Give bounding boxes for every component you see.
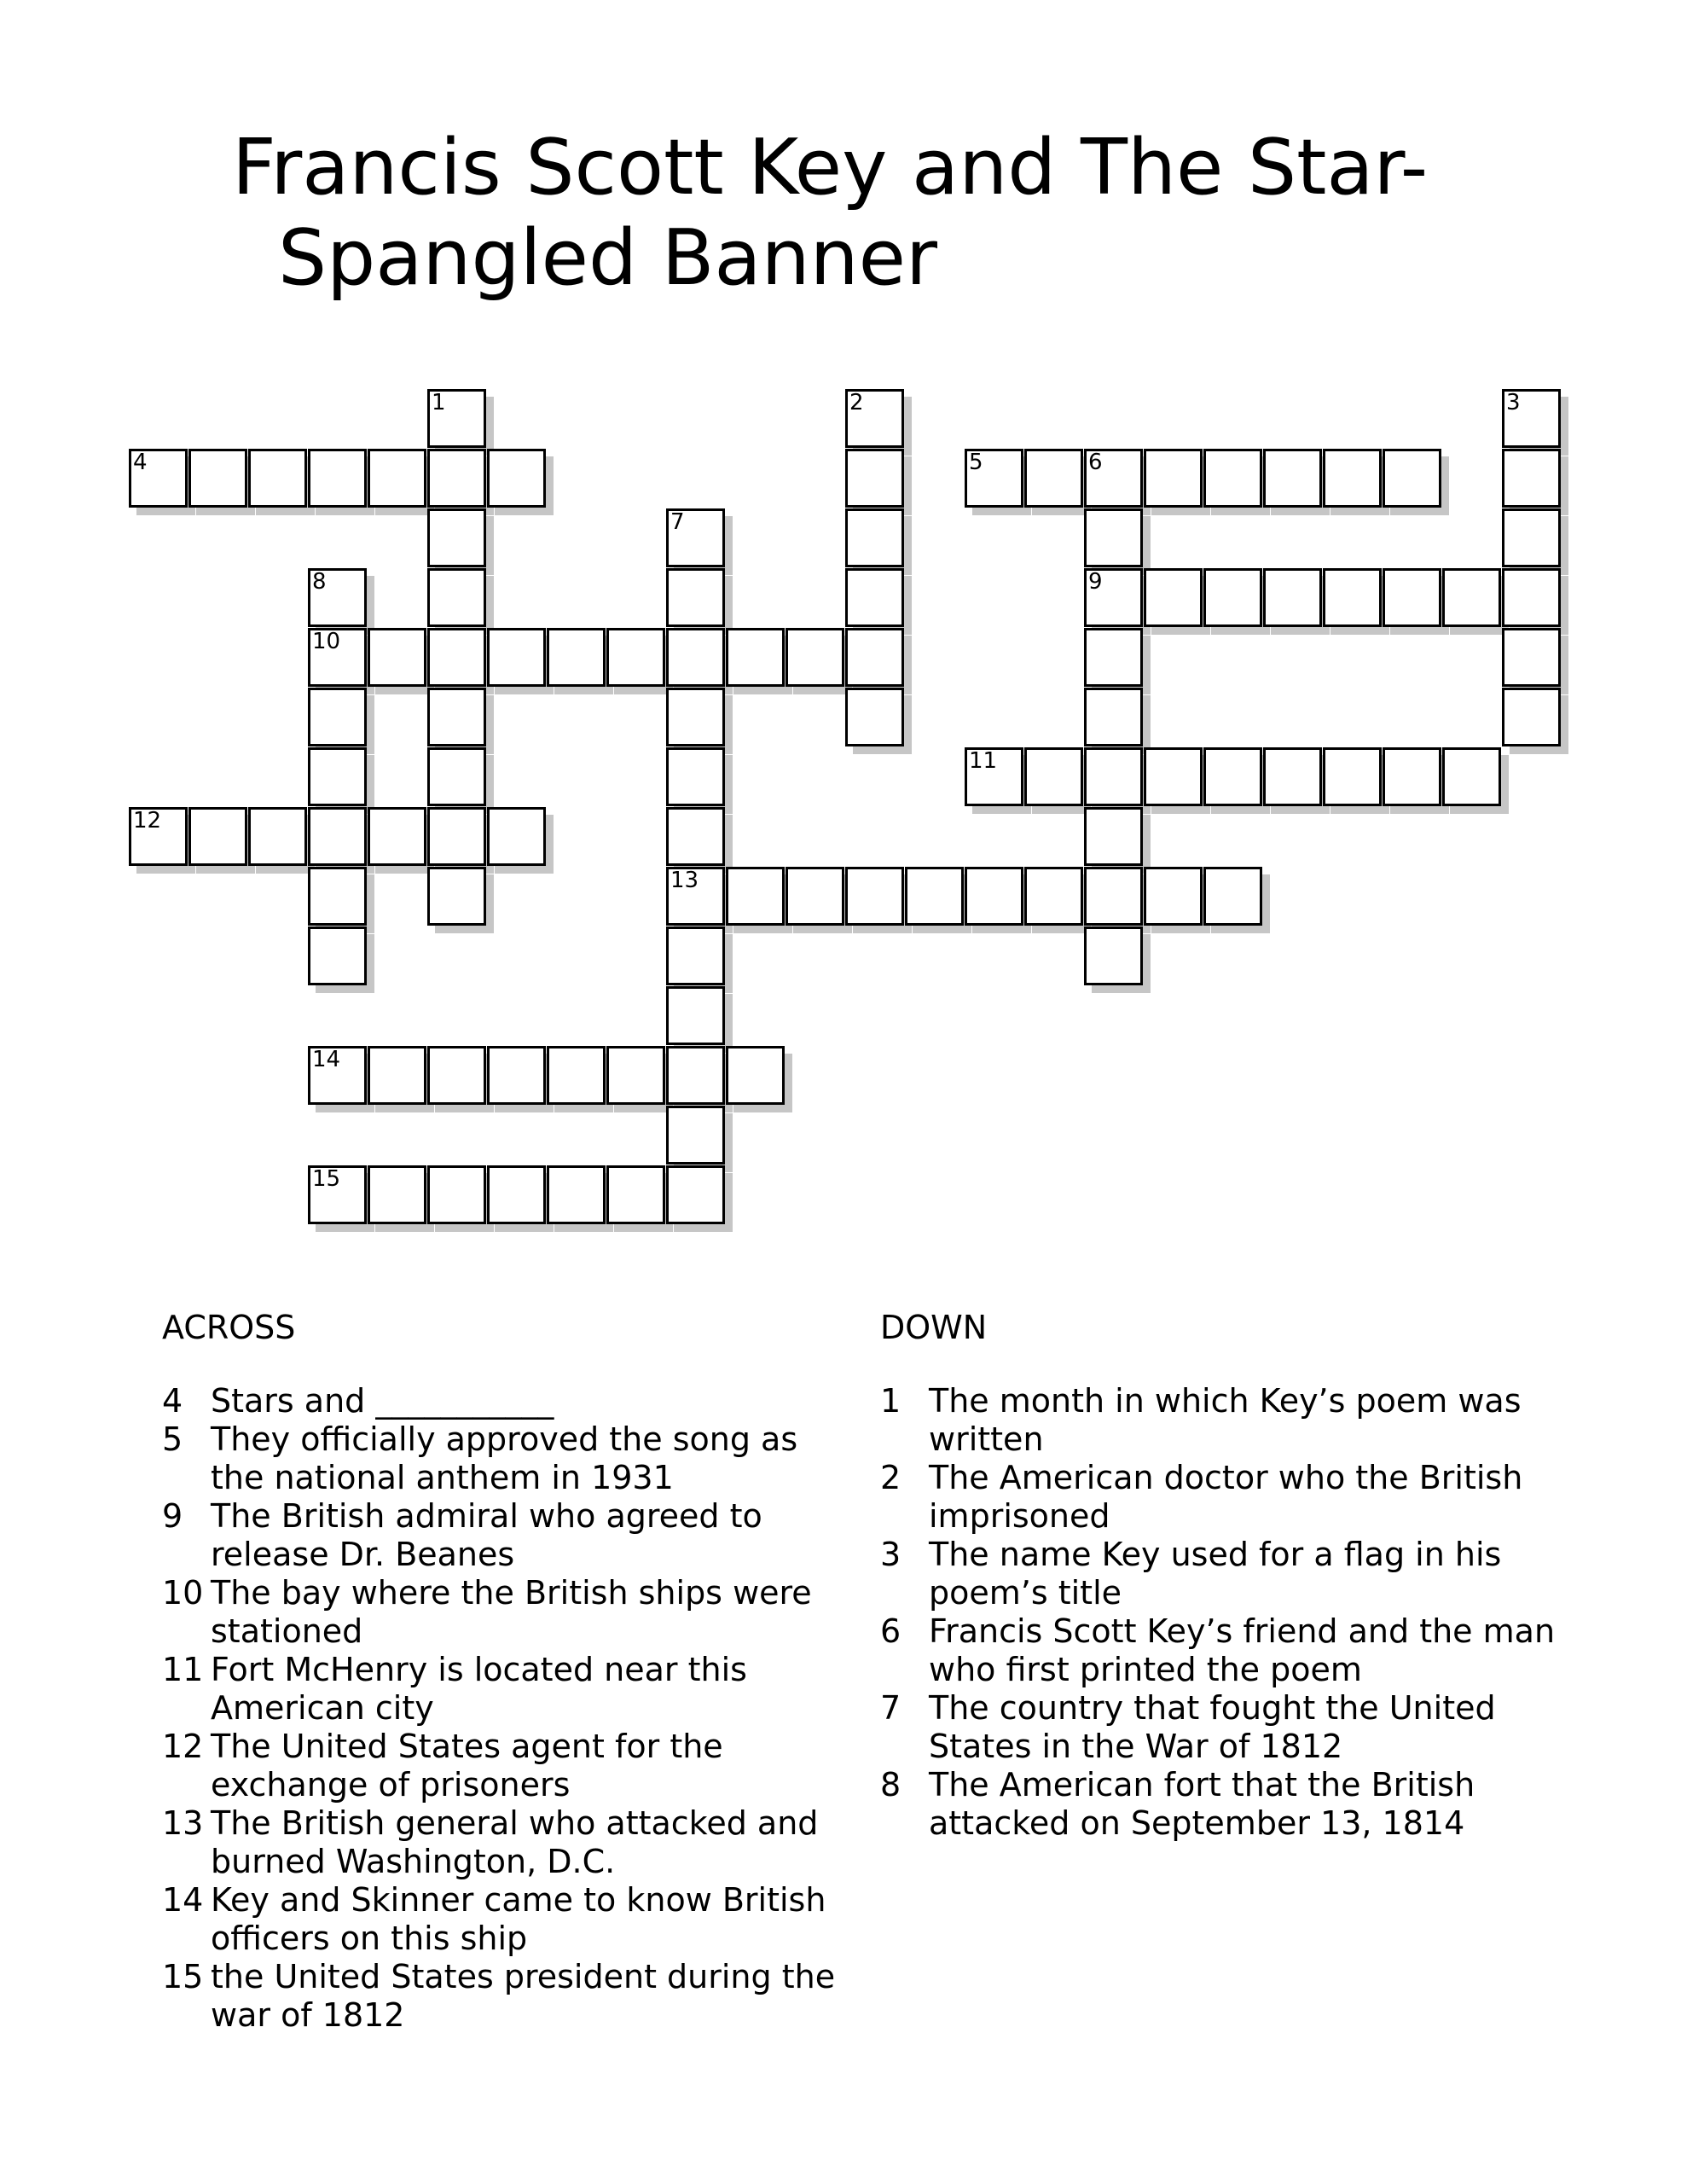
clue-text: They officially approved the song as the national anthem in 1931 bbox=[211, 1420, 798, 1496]
clue-number-label: 8 bbox=[312, 569, 327, 595]
across-clue-15 bbox=[162, 1958, 859, 2035]
grid-cell[interactable] bbox=[308, 926, 367, 985]
grid-cell[interactable] bbox=[666, 1046, 725, 1105]
across-clue-4 bbox=[162, 1382, 859, 1420]
grid-cell[interactable] bbox=[845, 508, 904, 567]
grid-cell[interactable] bbox=[1084, 747, 1143, 806]
clue-number-label: 5 bbox=[969, 450, 983, 475]
clue-text: The British admiral who agreed to release Dr. Beanes bbox=[211, 1497, 762, 1573]
grid-cell[interactable] bbox=[666, 747, 725, 806]
grid-cell[interactable] bbox=[666, 688, 725, 746]
clue-number-label: 9 bbox=[1088, 569, 1103, 595]
down-heading: DOWN bbox=[880, 1309, 988, 1346]
grid-cell[interactable] bbox=[427, 508, 486, 567]
grid-cell[interactable] bbox=[547, 628, 606, 687]
grid-cell[interactable] bbox=[427, 1046, 486, 1105]
grid-cell[interactable] bbox=[1442, 568, 1501, 627]
grid-cell[interactable] bbox=[666, 867, 725, 926]
grid-cell[interactable] bbox=[845, 688, 904, 746]
clue-number-label: 15 bbox=[312, 1166, 341, 1192]
grid-cell[interactable] bbox=[308, 747, 367, 806]
clue-text: Fort McHenry is located near this American city bbox=[211, 1651, 747, 1727]
clue-text: The American fort that the British attacked on September 13, 1814 bbox=[929, 1766, 1475, 1842]
across-clue-13 bbox=[162, 1804, 859, 1881]
grid-cell[interactable] bbox=[1263, 747, 1322, 806]
grid-cell[interactable] bbox=[368, 1165, 426, 1224]
grid-cell[interactable] bbox=[308, 449, 367, 508]
grid-cell[interactable] bbox=[308, 1046, 367, 1105]
clue-text: The country that fought the United States in the War of 1812 bbox=[929, 1689, 1496, 1765]
down-clue-7 bbox=[880, 1689, 1577, 1766]
clue-number-label: 2 bbox=[849, 390, 864, 415]
grid-cell[interactable] bbox=[726, 1046, 785, 1105]
grid-cell[interactable] bbox=[905, 867, 964, 926]
grid-cell[interactable] bbox=[427, 807, 486, 866]
clue-text: the United States president during the war of 1812 bbox=[211, 1958, 836, 2034]
grid-cell[interactable] bbox=[427, 449, 486, 508]
grid-cell[interactable] bbox=[487, 628, 546, 687]
grid-cell[interactable] bbox=[1144, 747, 1203, 806]
grid-cell[interactable] bbox=[368, 449, 426, 508]
down-clue-3 bbox=[880, 1536, 1577, 1612]
grid-cell[interactable] bbox=[666, 1165, 725, 1224]
down-clue-1 bbox=[880, 1382, 1577, 1459]
grid-cell[interactable] bbox=[487, 449, 546, 508]
clue-text: Key and Skinner came to know British officers on this ship bbox=[211, 1881, 826, 1957]
clue-text: The bay where the British ships were stationed bbox=[211, 1574, 812, 1650]
across-clue-9 bbox=[162, 1497, 859, 1574]
grid-cell[interactable] bbox=[487, 807, 546, 866]
down-clue-8 bbox=[880, 1766, 1577, 1843]
clue-number: 9 bbox=[162, 1497, 183, 1535]
grid-cell[interactable] bbox=[666, 986, 725, 1045]
clue-number: 14 bbox=[162, 1881, 204, 1919]
grid-cell[interactable] bbox=[786, 628, 844, 687]
grid-cell[interactable] bbox=[368, 628, 426, 687]
grid-cell[interactable] bbox=[726, 628, 785, 687]
grid-cell[interactable] bbox=[1502, 688, 1561, 746]
grid-cell[interactable] bbox=[845, 389, 904, 448]
grid-cell[interactable] bbox=[1084, 449, 1143, 508]
down-clue-list bbox=[880, 1382, 1577, 1843]
clue-number-label: 6 bbox=[1088, 450, 1103, 475]
grid-cell[interactable] bbox=[606, 1046, 665, 1105]
clue-number: 13 bbox=[162, 1804, 204, 1842]
grid-cell[interactable] bbox=[547, 1046, 606, 1105]
grid-cell[interactable] bbox=[1203, 867, 1262, 926]
across-clue-11 bbox=[162, 1651, 859, 1728]
grid-cell[interactable] bbox=[666, 1106, 725, 1165]
grid-cell[interactable] bbox=[845, 867, 904, 926]
grid-cell[interactable] bbox=[845, 449, 904, 508]
grid-cell[interactable] bbox=[368, 1046, 426, 1105]
clue-number: 8 bbox=[880, 1766, 901, 1804]
grid-cell[interactable] bbox=[487, 1046, 546, 1105]
grid-cell[interactable] bbox=[1024, 449, 1083, 508]
grid-cell[interactable] bbox=[547, 1165, 606, 1224]
grid-cell[interactable] bbox=[786, 867, 844, 926]
clue-number: 12 bbox=[162, 1728, 204, 1765]
grid-cell[interactable] bbox=[1084, 807, 1143, 866]
clue-number: 7 bbox=[880, 1689, 901, 1727]
grid-cell[interactable] bbox=[1144, 449, 1203, 508]
grid-cell[interactable] bbox=[427, 688, 486, 746]
grid-cell[interactable] bbox=[1502, 568, 1561, 627]
clue-number-label: 10 bbox=[312, 629, 341, 654]
grid-cell[interactable] bbox=[1144, 568, 1203, 627]
grid-cell[interactable] bbox=[427, 1165, 486, 1224]
clue-text: The United States agent for the exchange of prisoners bbox=[211, 1728, 723, 1804]
clue-text: Francis Scott Key’s friend and the man who first printed the poem bbox=[929, 1612, 1556, 1688]
down-clue-2 bbox=[880, 1459, 1577, 1536]
clue-number: 5 bbox=[162, 1420, 183, 1458]
grid-cell[interactable] bbox=[666, 807, 725, 866]
grid-cell[interactable] bbox=[1502, 389, 1561, 448]
clue-number: 15 bbox=[162, 1958, 204, 1995]
grid-cell[interactable] bbox=[1383, 568, 1441, 627]
grid-cell[interactable] bbox=[1024, 867, 1083, 926]
grid-cell[interactable] bbox=[1383, 449, 1441, 508]
grid-cell[interactable] bbox=[1442, 747, 1501, 806]
grid-cell[interactable] bbox=[1084, 568, 1143, 627]
clue-text: Stars and ___________ bbox=[211, 1382, 554, 1420]
grid-cell[interactable] bbox=[1084, 867, 1143, 926]
grid-cell[interactable] bbox=[248, 807, 307, 866]
grid-cell[interactable] bbox=[1383, 747, 1441, 806]
grid-cell[interactable] bbox=[1323, 568, 1382, 627]
grid-cell[interactable] bbox=[1084, 628, 1143, 687]
grid-cell[interactable] bbox=[1502, 628, 1561, 687]
grid-cell[interactable] bbox=[129, 807, 188, 866]
grid-cell[interactable] bbox=[368, 807, 426, 866]
grid-cell[interactable] bbox=[308, 1165, 367, 1224]
across-clue-5 bbox=[162, 1420, 859, 1497]
page-title-line-1: Francis Scott Key and The Star- bbox=[232, 123, 1429, 212]
grid-cell[interactable] bbox=[1203, 449, 1262, 508]
across-clue-list bbox=[162, 1382, 859, 2035]
grid-cell[interactable] bbox=[129, 449, 188, 508]
grid-cell[interactable] bbox=[606, 1165, 665, 1224]
across-clue-10 bbox=[162, 1574, 859, 1651]
across-clue-14 bbox=[162, 1881, 859, 1958]
grid-cell[interactable] bbox=[726, 867, 785, 926]
grid-cell[interactable] bbox=[1084, 508, 1143, 567]
page-title-line-2: Spangled Banner bbox=[278, 213, 938, 303]
grid-cell[interactable] bbox=[1323, 747, 1382, 806]
grid-cell[interactable] bbox=[308, 807, 367, 866]
clue-number-label: 11 bbox=[969, 748, 998, 774]
across-clue-12 bbox=[162, 1728, 859, 1804]
clue-number-label: 1 bbox=[432, 390, 446, 415]
grid-cell[interactable] bbox=[845, 568, 904, 627]
grid-cell[interactable] bbox=[965, 867, 1023, 926]
grid-cell[interactable] bbox=[1144, 867, 1203, 926]
grid-cell[interactable] bbox=[308, 867, 367, 926]
clue-number: 1 bbox=[880, 1382, 901, 1420]
clue-number: 4 bbox=[162, 1382, 183, 1420]
grid-cell[interactable] bbox=[308, 688, 367, 746]
grid-cell[interactable] bbox=[487, 1165, 546, 1224]
grid-cell[interactable] bbox=[188, 449, 247, 508]
clue-text: The month in which Key’s poem was written bbox=[929, 1382, 1522, 1458]
grid-cell[interactable] bbox=[248, 449, 307, 508]
clue-number-label: 14 bbox=[312, 1047, 341, 1072]
grid-cell[interactable] bbox=[666, 508, 725, 567]
clue-number-label: 7 bbox=[670, 509, 685, 535]
grid-cell[interactable] bbox=[427, 568, 486, 627]
grid-cell[interactable] bbox=[1084, 926, 1143, 985]
clue-text: The British general who attacked and burned Washington, D.C. bbox=[211, 1804, 819, 1880]
grid-cell[interactable] bbox=[308, 628, 367, 687]
clue-number: 3 bbox=[880, 1536, 901, 1573]
grid-cell[interactable] bbox=[188, 807, 247, 866]
grid-cell[interactable] bbox=[666, 568, 725, 627]
clue-number: 6 bbox=[880, 1612, 901, 1650]
down-clue-6 bbox=[880, 1612, 1577, 1689]
grid-cell[interactable] bbox=[845, 628, 904, 687]
clue-number-label: 13 bbox=[670, 868, 699, 893]
clue-text: The American doctor who the British imprisoned bbox=[929, 1459, 1523, 1535]
grid-cell[interactable] bbox=[427, 747, 486, 806]
clue-number-label: 12 bbox=[133, 808, 162, 834]
grid-cell[interactable] bbox=[427, 628, 486, 687]
grid-cell[interactable] bbox=[1323, 449, 1382, 508]
clue-number: 2 bbox=[880, 1459, 901, 1496]
grid-cell[interactable] bbox=[1203, 747, 1262, 806]
grid-cell[interactable] bbox=[666, 628, 725, 687]
clue-number-label: 3 bbox=[1506, 390, 1521, 415]
grid-cell[interactable] bbox=[1502, 508, 1561, 567]
grid-cell[interactable] bbox=[965, 747, 1023, 806]
grid-cell[interactable] bbox=[1203, 568, 1262, 627]
grid-cell[interactable] bbox=[965, 449, 1023, 508]
grid-cell[interactable] bbox=[1024, 747, 1083, 806]
grid-cell[interactable] bbox=[1084, 688, 1143, 746]
grid-cell[interactable] bbox=[427, 389, 486, 448]
grid-cell[interactable] bbox=[1502, 449, 1561, 508]
across-heading: ACROSS bbox=[162, 1309, 296, 1346]
grid-cell[interactable] bbox=[666, 926, 725, 985]
clue-number-label: 4 bbox=[133, 450, 148, 475]
grid-cell[interactable] bbox=[1263, 568, 1322, 627]
grid-cell[interactable] bbox=[606, 628, 665, 687]
grid-cell[interactable] bbox=[427, 867, 486, 926]
clue-number: 11 bbox=[162, 1651, 204, 1688]
grid-cell[interactable] bbox=[1263, 449, 1322, 508]
clue-number: 10 bbox=[162, 1574, 204, 1612]
grid-cell[interactable] bbox=[308, 568, 367, 627]
clue-text: The name Key used for a flag in his poem’s title bbox=[929, 1536, 1502, 1612]
